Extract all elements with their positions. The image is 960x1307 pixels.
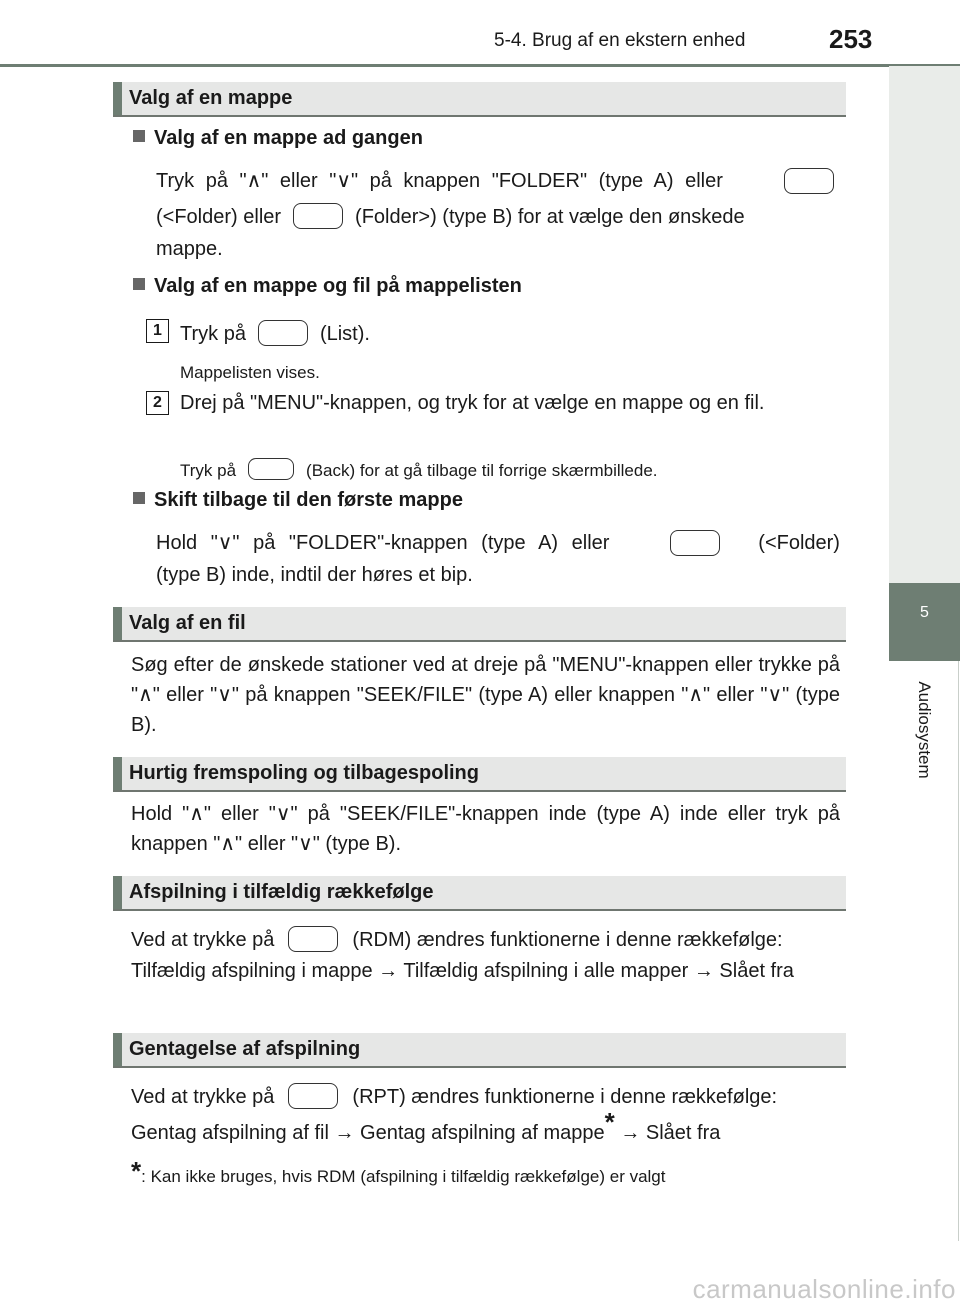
section-header-ffrew: Hurtig fremspoling og tilbagespoling	[113, 757, 846, 792]
paragraph-repeat: Ved at trykke på (RPT) ændres funktionerne i denne rækkefølge: Gentag afspilning af fil → Gentag afspilning af mappe* → Slået fra	[131, 1081, 840, 1149]
side-rule	[958, 661, 959, 1241]
button-icon	[288, 1083, 338, 1109]
section-header-folder: Valg af en mappe	[113, 82, 846, 117]
step-2-text: Drej på "MENU"-knappen, og tryk for at vælge en mappe og en fil.	[180, 392, 765, 414]
header-rule	[0, 64, 960, 67]
page-number: 253	[829, 24, 873, 54]
step-1-note: Mappelisten vises.	[180, 363, 320, 382]
header-title: 5-4. Brug af en ekstern enhed	[494, 30, 746, 51]
paragraph-first-folder: Hold "∨" på "FOLDER"-knappen (type A) eller (<Folder) (type B) inde, indtil der høres et bip.	[156, 532, 840, 586]
watermark: carmanualsonline.info	[692, 1274, 956, 1304]
chapter-tab[interactable]	[889, 583, 960, 661]
chapter-label: Audiosystem	[915, 681, 934, 779]
section-header-random: Afspilning i tilfældig rækkefølge	[113, 876, 846, 911]
paragraph-random: Ved at trykke på (RDM) ændres funktionerne i denne rækkefølge: Tilfældig afspilning i mappe → Tilfældig afspilning i alle mapper → Slået fra	[131, 924, 840, 986]
subsection-title-folder-list: Valg af en mappe og fil på mappelisten	[133, 275, 522, 298]
step-1-text: Tryk på (List).	[180, 318, 840, 350]
subsection-title-folder-one: Valg af en mappe ad gangen	[133, 127, 423, 150]
section-header-file: Valg af en fil	[113, 607, 846, 642]
paragraph-file: Søg efter de ønskede stationer ved at dreje på "MENU"-knappen eller trykke på "∧" eller "∨" på knappen "SEEK/FILE" (type A) eller knappen "∧" eller "∨" (type B).	[131, 654, 840, 736]
section-header-repeat: Gentagelse af afspilning	[113, 1033, 846, 1068]
footnote: *: Kan ikke bruges, hvis RDM (afspilning i tilfældig rækkefølge) er valgt	[131, 1156, 666, 1186]
subsection-title-first-folder: Skift tilbage til den første mappe	[133, 489, 463, 512]
step-number: 1	[146, 319, 169, 343]
step-2-note: Tryk på (Back) for at gå tilbage til forrige skærmbillede.	[180, 458, 658, 481]
button-icon	[670, 530, 720, 556]
button-icon	[288, 926, 338, 952]
side-tab-strip	[889, 66, 960, 594]
paragraph-folder-one: Tryk på "∧" eller "∨" på knappen "FOLDER" (type A) eller (<Folder) eller (Folder>) (type B) for at vælge den ønskede mappe.	[156, 165, 840, 265]
chapter-number: 5	[920, 604, 929, 621]
button-icon	[248, 458, 294, 480]
square-bullet-icon	[133, 492, 145, 504]
paragraph-ffrew: Hold "∧" eller "∨" på "SEEK/FILE"-knappen inde (type A) inde eller tryk på knappen "∧" eller "∨" (type B).	[131, 803, 840, 855]
square-bullet-icon	[133, 278, 145, 290]
square-bullet-icon	[133, 130, 145, 142]
step-number: 2	[146, 391, 169, 415]
button-icon	[258, 320, 308, 346]
button-icon	[293, 203, 343, 229]
footnote-marker: *	[604, 1107, 615, 1137]
button-icon	[784, 168, 834, 194]
